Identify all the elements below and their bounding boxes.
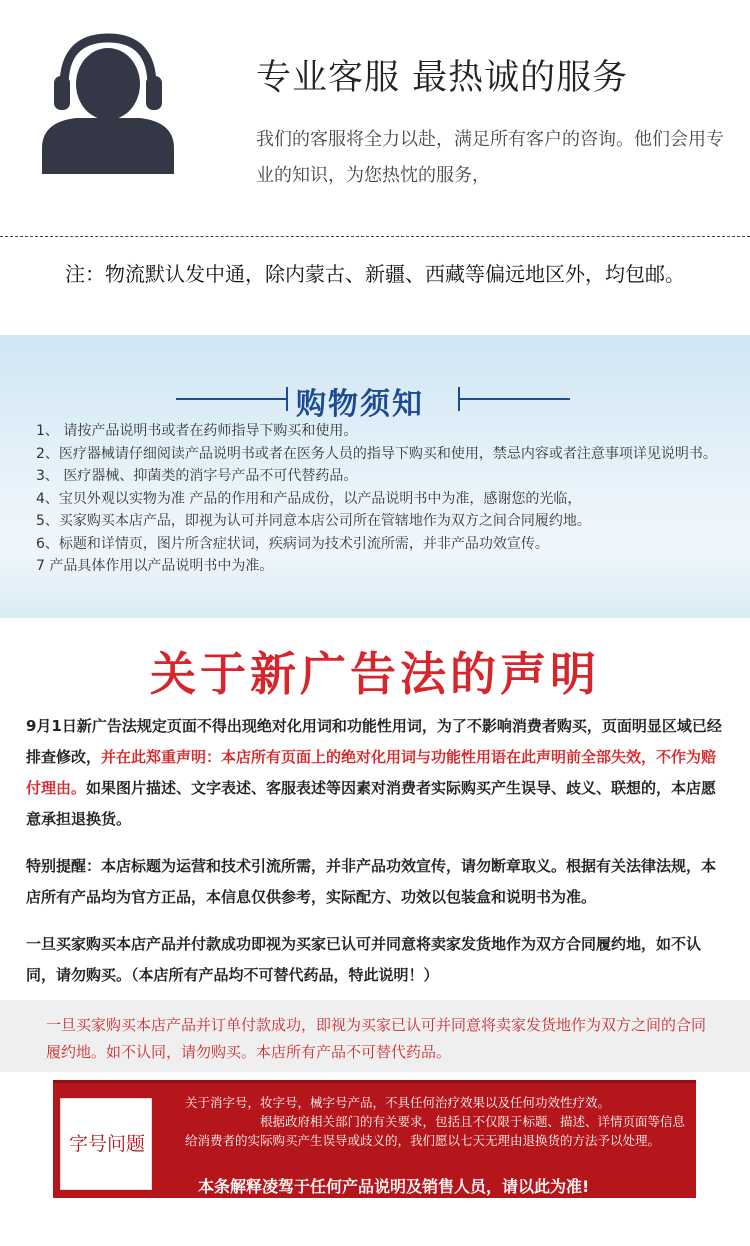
notice-list: [36, 420, 726, 578]
ad-law-section: [0, 618, 750, 1000]
notice-header: [0, 357, 750, 422]
notice-item: 4、宝贝外观以实物为准 产品的作用和产品成份，以产品说明书中为准，感谢您的光临，: [36, 490, 582, 507]
license-final-statement: 本条解释凌驾于任何产品说明及销售人员，请以此为准!: [198, 1177, 590, 1196]
header-line-right: [460, 398, 570, 400]
ad-law-p1-end: 如果图片描述、文字表述、客服表述等因素对消费者实际购买产生误导、歧义、联想的，本店愿意承担退换货。: [26, 779, 717, 828]
header-line-left: [176, 398, 286, 400]
license-notice-box: [53, 1080, 696, 1198]
license-line-2: 根据政府相关部门的有关要求，包括且不仅限于标题、描述、详情页面等信息给消费者的实际购买产生误导或歧义的，我们愿以七天无理由退换货的方法予以处理。: [185, 1114, 686, 1148]
headset-agent-icon: [36, 30, 180, 174]
notice-item: 1、 请按产品说明书或者在药师指导下购买和使用。: [36, 423, 358, 439]
license-line-1: 关于消字号，妆字号，械字号产品，不具任何治疗效果以及任何功效性疗效。: [185, 1095, 611, 1110]
notice-title: 购物须知: [296, 387, 424, 422]
shopping-notice-section: [0, 335, 750, 618]
license-badge-label: 字号问题: [68, 1133, 145, 1155]
notice-item: 5、买家购买本店产品，即视为认可并同意本店公司所在管辖地作为双方之间合同履约地。: [36, 513, 591, 529]
notice-item: 2、医疗器械请仔细阅读产品说明书或者在医务人员的指导下购买和使用，禁忌内容或者注意事项详见说明书。: [36, 445, 717, 462]
service-description: 我们的客服将全力以赴，满足所有客户的咨询。他们会用专业的知识，为您热忱的服务，: [256, 129, 724, 186]
ad-law-p1-start: 9月1日新广告法规定页面不得出现绝对化用词和功能性用词，为了不影响消费者购买，页面明显区域已经排查修改，: [26, 717, 722, 766]
header-bar-left: [286, 387, 288, 411]
ad-law-p1-declaration: 并在此郑重声明：本店所有页面上的绝对化用词与功能性用语在此声明前全部失效，不作为赔付理由。: [26, 748, 717, 797]
service-title: 专业客服 最热诚的服务: [256, 58, 629, 98]
license-badge: [60, 1098, 152, 1190]
ad-law-paragraph-3: 一旦买家购买本店产品并付款成功即视为买家已认可并同意将卖家发货地作为双方合同履约地，如不认同，请勿购买。（本店所有产品均不可替代药品，特此说明！）: [26, 935, 702, 984]
ad-law-paragraph-1: [26, 711, 726, 835]
notice-item: 6、标题和详情页，图片所含症状词，疾病词为技术引流所需，并非产品功效宣传。: [36, 535, 549, 552]
shipping-note: 注：物流默认发中通，除内蒙古、新疆、西藏等偏远地区外，均包邮。: [65, 262, 685, 286]
buyer-notice-section: [0, 1000, 750, 1072]
license-text: [185, 1093, 685, 1150]
customer-service-section: [0, 0, 750, 230]
notice-item: 3、 医疗器械、抑菌类的消字号产品不可代替药品。: [36, 468, 358, 484]
notice-item: 7 产品具体作用以产品说明书中为准。: [36, 558, 274, 574]
dashed-divider: [0, 236, 750, 237]
buyer-notice-text: 一旦买家购买本店产品并订单付款成功，即视为买家已认可并同意将卖家发货地作为双方之间的合同履约地。如不认同，请勿购买。本店所有产品不可替代药品。: [46, 1016, 707, 1061]
ad-law-body: [26, 711, 726, 1007]
ad-law-title: 关于新广告法的声明: [150, 647, 600, 701]
ad-law-paragraph-2: 特别提醒：本店标题为运营和技术引流所需，并非产品功效宣传，请勿断章取义。根据有关法律法规，本店所有产品均为官方正品，本信息仅供参考，实际配方、功效以包装盒和说明书为准。: [26, 857, 717, 906]
